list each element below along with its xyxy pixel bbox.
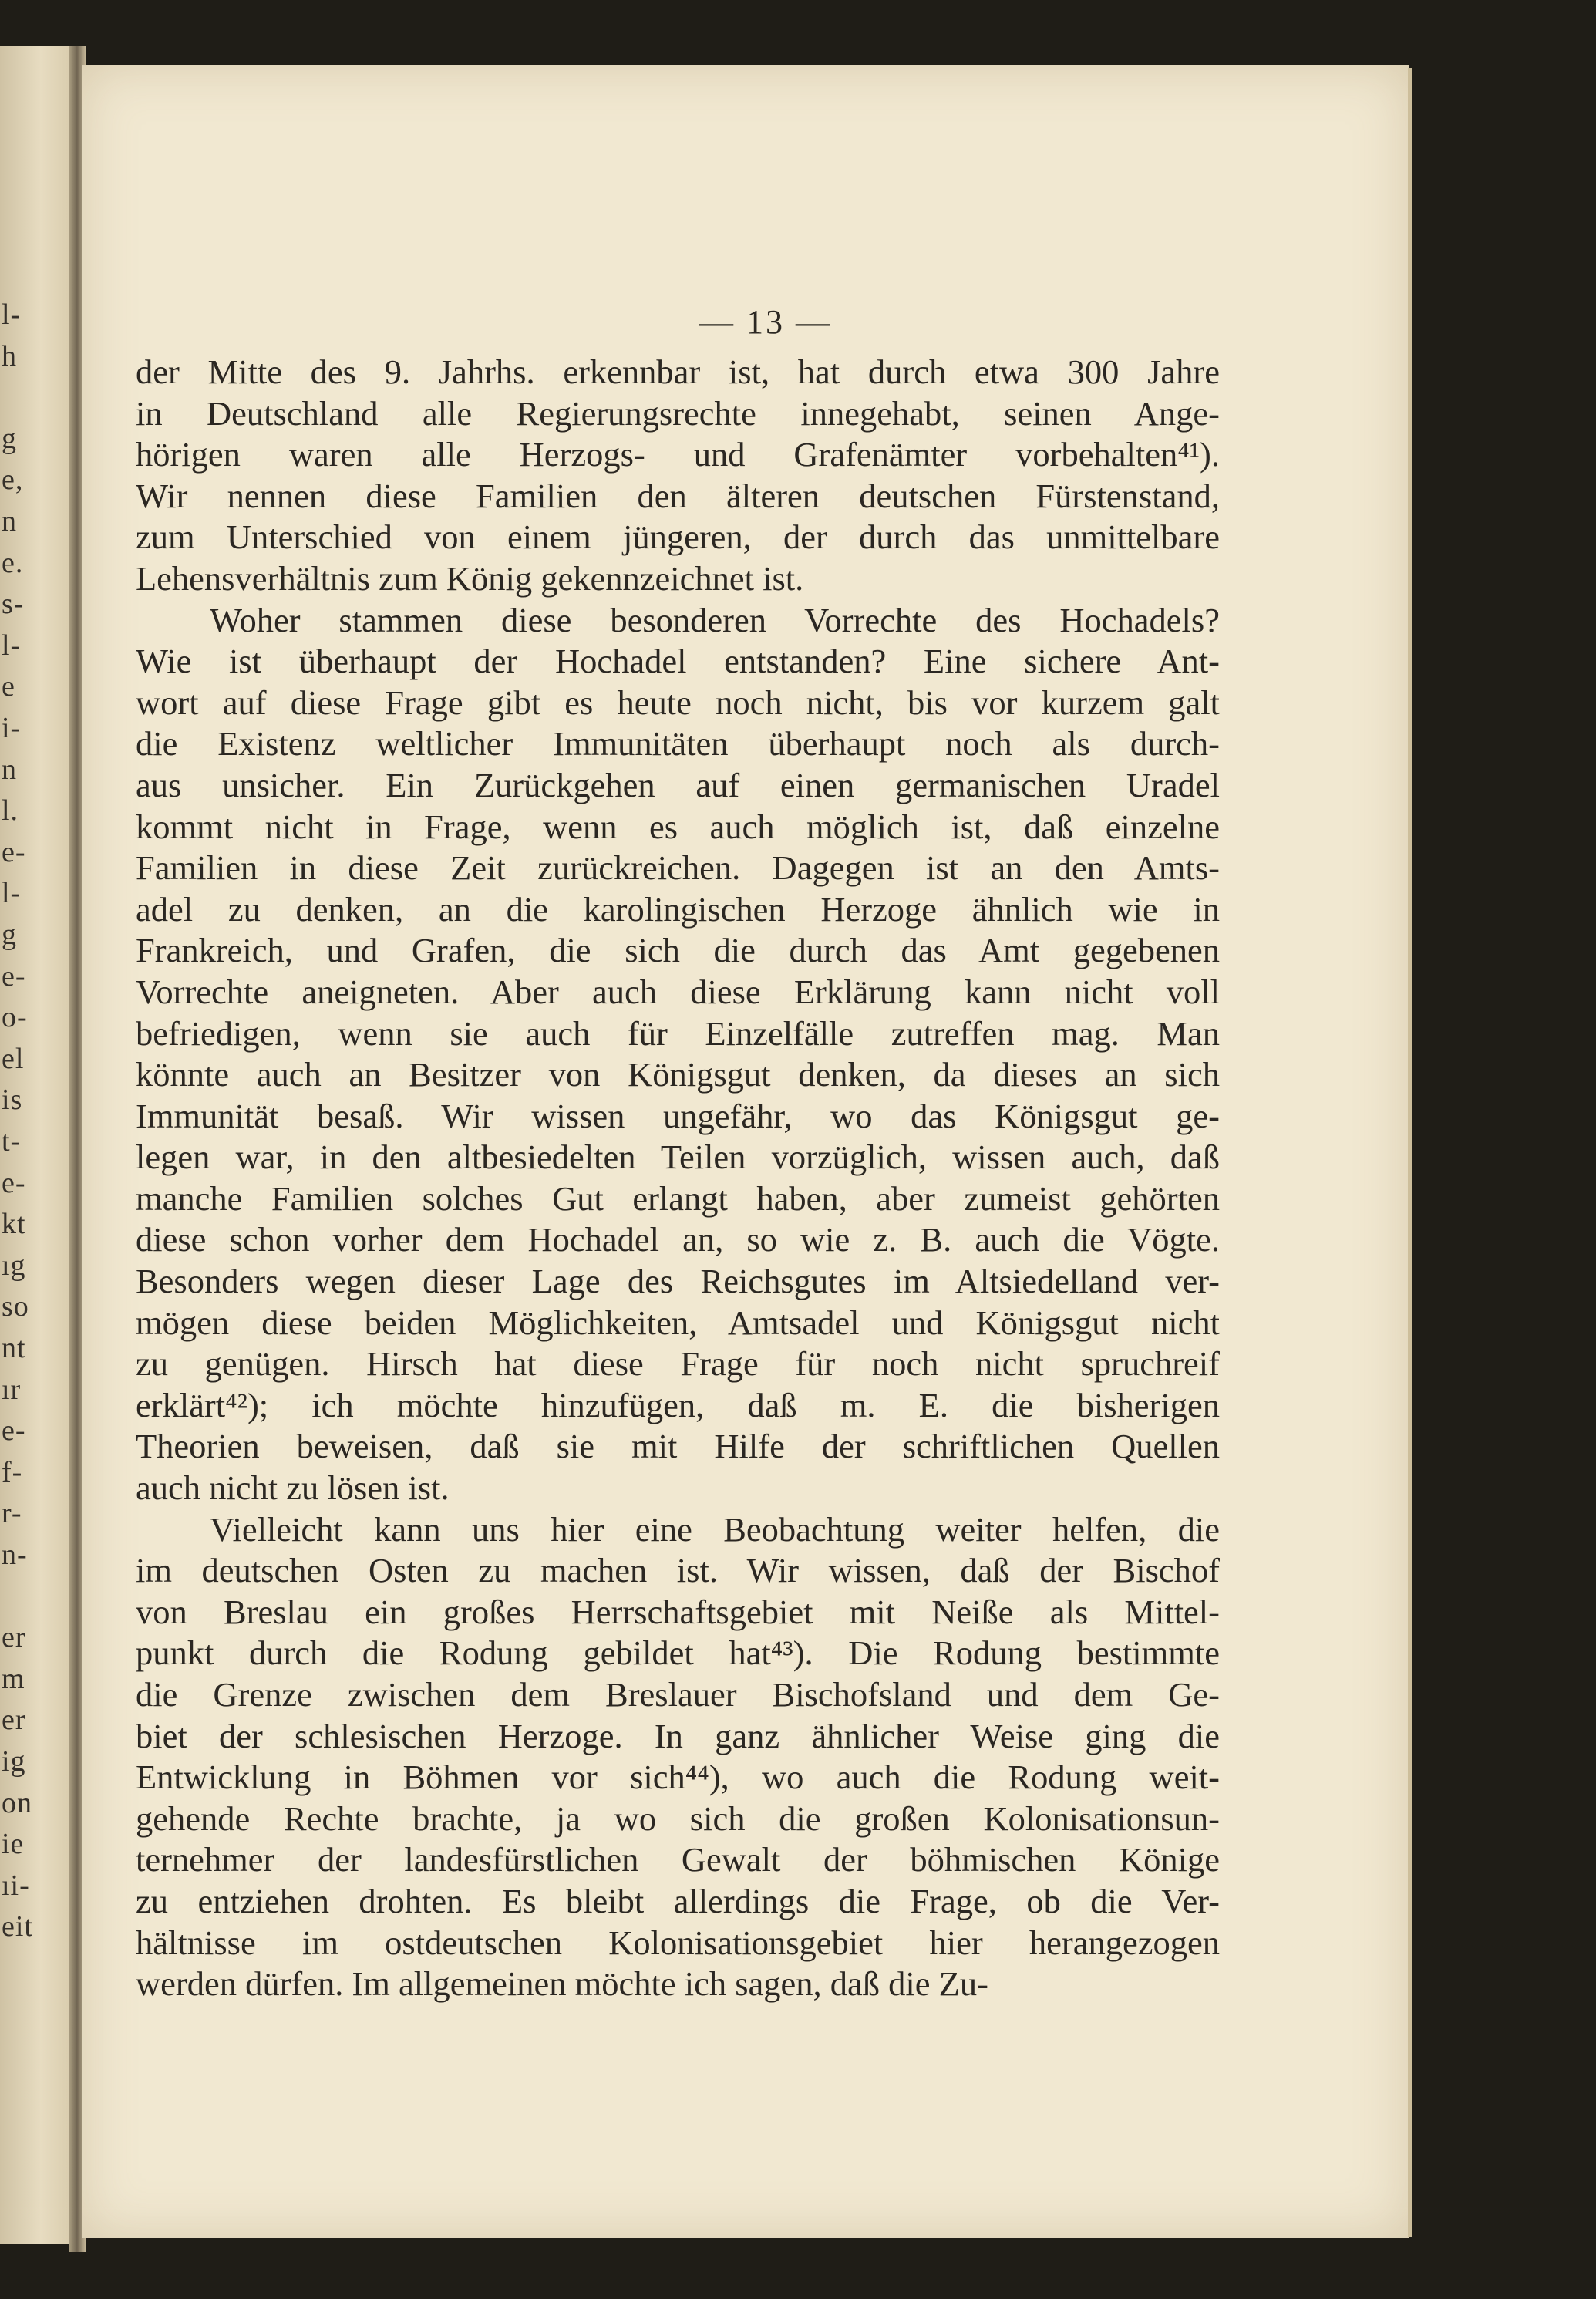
left-page-fragment: n (2, 753, 17, 786)
left-page-fragment: l- (2, 629, 22, 662)
left-page-fragment: on (2, 1786, 32, 1819)
text-line: zu genügen. Hirsch hat diese Frage für noch nicht spruchreif (136, 1344, 1220, 1384)
left-page-fragment: g (2, 422, 17, 455)
text-line: Immunität besaß. Wir wissen ungefähr, wo das Königsgut ge- (136, 1096, 1220, 1135)
body-text (136, 352, 1220, 2005)
text-line: Entwicklung in Böhmen vor sich⁴⁴), wo auch die Rodung weit- (136, 1758, 1220, 1797)
paragraph (136, 600, 1220, 1509)
text-line: in Deutschland alle Regierungsrechte innegehabt, seinen Ange- (136, 393, 1220, 433)
text-line: Familien in diese Zeit zurückreichen. Dagegen ist an den Amts- (136, 848, 1220, 888)
text-line: Frankreich, und Grafen, die sich die durch das Amt gegebenen (136, 931, 1220, 970)
book-page (82, 65, 1409, 2238)
text-line: Lehensverhältnis zum König gekennzeichnet ist. (136, 558, 804, 598)
text-line: biet der schlesischen Herzoge. In ganz ähnlicher Weise ging die (136, 1716, 1220, 1755)
text-line: zu entziehen drohten. Es bleibt allerdings die Frage, ob die Ver- (136, 1881, 1220, 1920)
text-line: befriedigen, wenn sie auch für Einzelfälle zutreffen mag. Man (136, 1013, 1220, 1053)
left-page-fragment: e- (2, 1166, 26, 1199)
text-line: erklärt⁴²); ich möchte hinzufügen, daß m. E. die bisherigen (136, 1385, 1220, 1424)
left-page-fragment: l- (2, 877, 22, 910)
text-line: auch nicht zu lösen ist. (136, 1468, 450, 1508)
left-page-fragment: g (2, 919, 17, 951)
left-page-fragment: e- (2, 959, 26, 993)
left-page-fragment: er (2, 1621, 26, 1654)
text-line: Woher stammen diese besonderen Vorrechte des Hochadels? (210, 600, 1220, 639)
page-right-edge (1408, 68, 1412, 2237)
text-line: aus unsicher. Ein Zurückgehen auf einen germanischen Uradel (136, 765, 1220, 804)
text-line: im deutschen Osten zu machen ist. Wir wissen, daß der Bischof (136, 1551, 1220, 1590)
text-line: mögen diese beiden Möglichkeiten, Amtsadel und Königsgut nicht (136, 1303, 1220, 1342)
text-line: Besonders wegen dieser Lage des Reichsgutes im Altsiedelland ver- (136, 1262, 1220, 1301)
text-line: Wir nennen diese Familien den älteren deutschen Fürstenstand, (136, 476, 1220, 515)
text-line: punkt durch die Rodung gebildet hat⁴³). Die Rodung bestimmte (136, 1633, 1220, 1673)
text-line: von Breslau ein großes Herrschaftsgebiet mit Neiße als Mittel- (136, 1592, 1220, 1631)
left-page-fragment: ır (2, 1373, 22, 1406)
left-page-fragment: ıg (2, 1249, 26, 1282)
left-page-fragment: l. (2, 794, 19, 828)
left-page-fragment: t- (2, 1125, 22, 1158)
left-page-fragment: i- (2, 712, 22, 744)
text-line: hörigen waren alle Herzogs- und Grafenämter vorbehalten⁴¹). (136, 435, 1220, 474)
text-line: Vielleicht kann uns hier eine Beobachtung weiter helfen, die (210, 1509, 1220, 1549)
paragraph (136, 352, 1220, 600)
text-line: der Mitte des 9. Jahrhs. erkennbar ist, hat durch etwa 300 Jahre (136, 352, 1220, 391)
left-page-fragment: is (2, 1084, 23, 1117)
left-page-fragment: e- (2, 835, 26, 868)
text-line: Theorien beweisen, daß sie mit Hilfe der schriftlichen Quellen (136, 1427, 1220, 1466)
text-line: manche Familien solches Gut erlangt haben, aber zumeist gehörten (136, 1178, 1220, 1218)
left-page-fragment: e- (2, 1414, 26, 1448)
left-page-edge (0, 46, 74, 2244)
left-page-fragment: s- (2, 588, 25, 621)
left-page-fragment: n- (2, 1539, 28, 1571)
text-line: diese schon vorher dem Hochadel an, so wie z. B. auch die Vögte. (136, 1220, 1220, 1259)
left-page-fragment: h (2, 339, 17, 372)
left-page-fragment: el (2, 1042, 25, 1075)
left-page-fragment: so (2, 1290, 29, 1323)
left-page-fragment: l- (2, 298, 22, 331)
left-page-fragment: n (2, 505, 17, 538)
left-page-fragment: er (2, 1704, 26, 1737)
left-page-fragment: m (2, 1662, 25, 1695)
left-page-fragment: ie (2, 1828, 25, 1861)
text-line: könnte auch an Besitzer von Königsgut denken, da dieses an sich (136, 1055, 1220, 1094)
left-page-fragment: o- (2, 1001, 28, 1034)
text-line: Wie ist überhaupt der Hochadel entstanden? Eine sichere Ant- (136, 642, 1220, 681)
left-page-fragment: ıi- (2, 1869, 30, 1902)
left-page-fragment: eit (2, 1910, 33, 1943)
text-line: werden dürfen. Im allgemeinen möchte ich sagen, daß die Zu- (136, 1964, 988, 2004)
text-line: adel zu denken, an die karolingischen Herzoge ähnlich wie in (136, 889, 1220, 929)
left-page-fragment: e, (2, 464, 24, 497)
text-line: hältnisse im ostdeutschen Kolonisationsgebiet hier herangezogen (136, 1923, 1220, 1962)
text-line: zum Unterschied von einem jüngeren, der durch das unmittelbare (136, 517, 1220, 557)
text-line: die Grenze zwischen dem Breslauer Bischofsland und dem Ge- (136, 1675, 1220, 1714)
page-number: — 13 — (699, 303, 832, 341)
left-page-fragment: e. (2, 546, 24, 579)
text-line: die Existenz weltlicher Immunitäten überhaupt noch als durch- (136, 724, 1220, 764)
left-page-fragment: e (2, 670, 15, 703)
left-page-fragment: r- (2, 1497, 22, 1530)
text-line: ternehmer der landesfürstlichen Gewalt der böhmischen Könige (136, 1840, 1220, 1879)
paragraph (136, 1509, 1220, 2005)
left-page-fragment: f- (2, 1455, 23, 1488)
left-page-fragment: kt (2, 1208, 26, 1241)
text-line: Vorrechte aneigneten. Aber auch diese Erklärung kann nicht voll (136, 972, 1220, 1011)
left-page-fragment: nt (2, 1332, 26, 1364)
text-line: kommt nicht in Frage, wenn es auch möglich ist, daß einzelne (136, 807, 1220, 846)
text-line: gehende Rechte brachte, ja wo sich die großen Kolonisationsun- (136, 1798, 1220, 1838)
left-page-fragment: ig (2, 1745, 26, 1778)
text-line: wort auf diese Frage gibt es heute noch nicht, bis vor kurzem galt (136, 683, 1220, 722)
text-line: legen war, in den altbesiedelten Teilen vorzüglich, wissen auch, daß (136, 1138, 1220, 1177)
